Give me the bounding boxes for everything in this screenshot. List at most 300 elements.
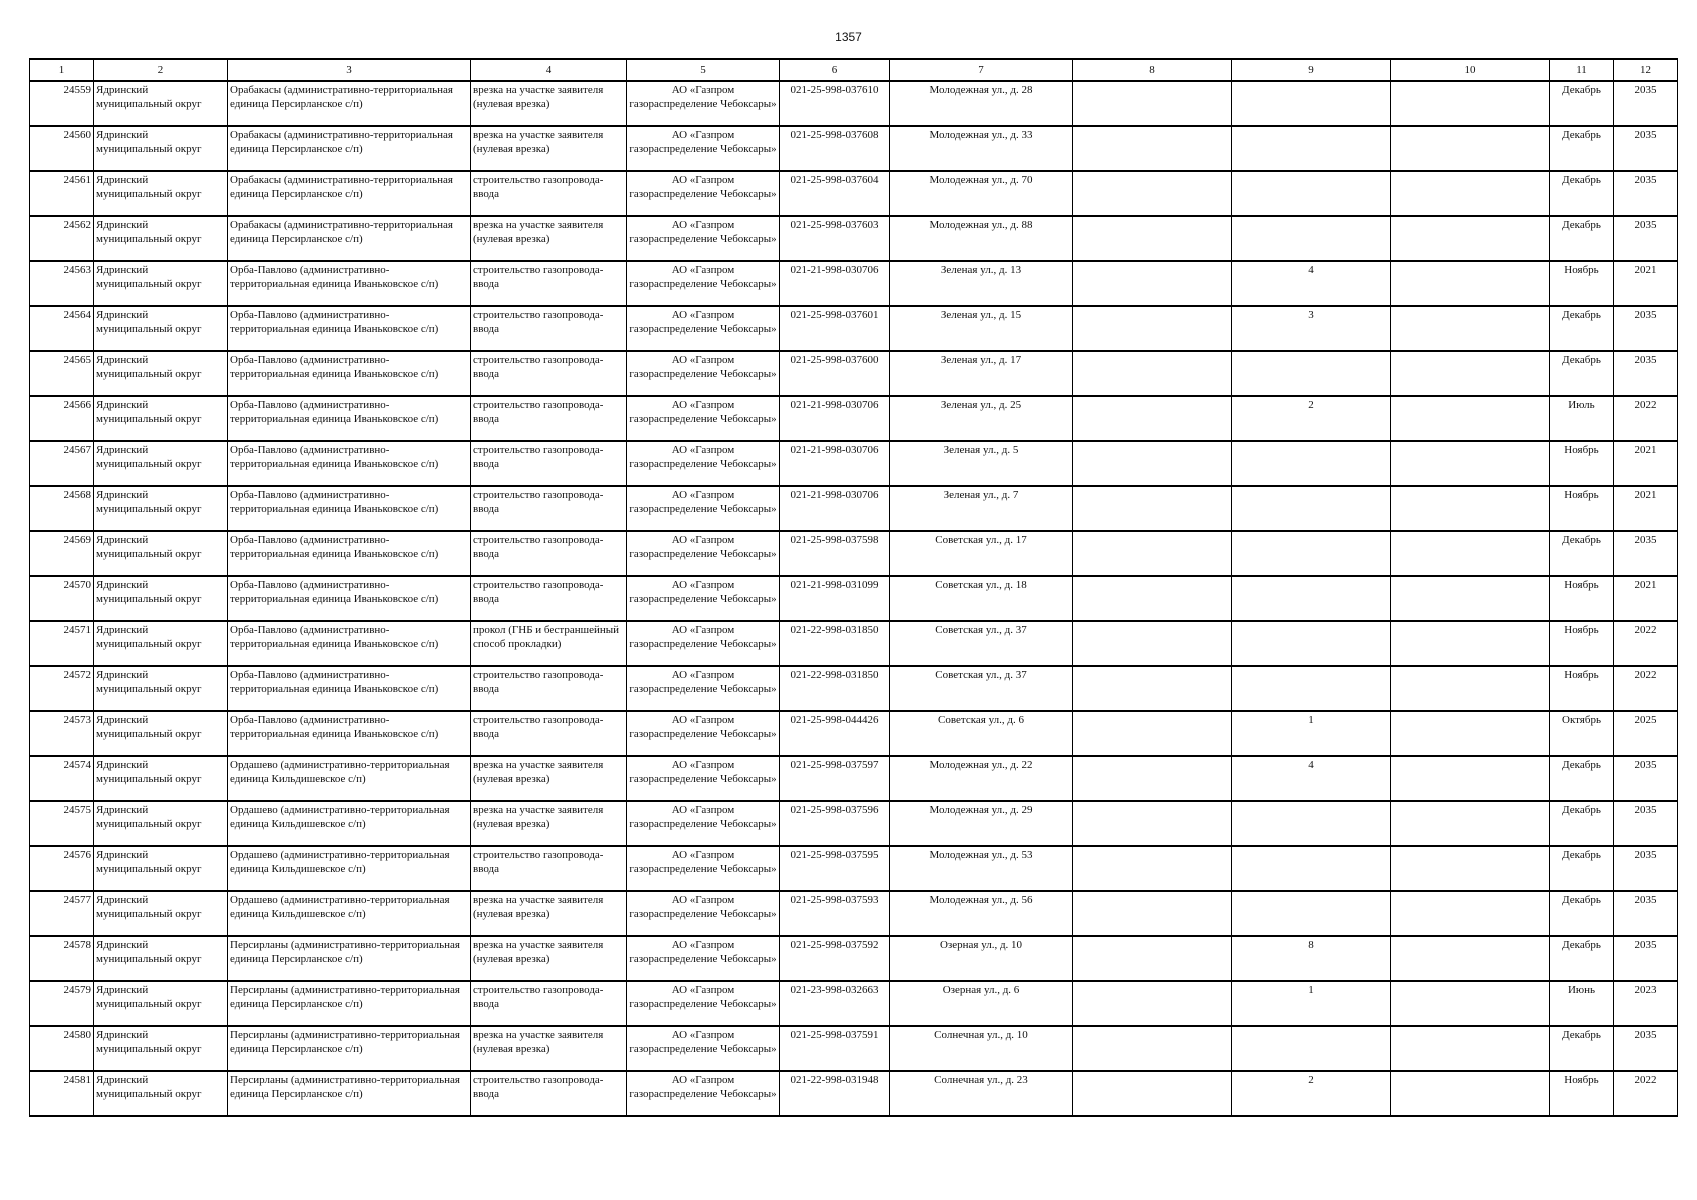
- cell-text: Персирланы (административно-территориальная единица Персирланское с/п): [230, 1029, 460, 1055]
- cell-col-8: [1073, 531, 1232, 576]
- cell-col-8: [1073, 756, 1232, 801]
- cell-district: [94, 441, 228, 486]
- cell-text: 24566: [63, 399, 91, 411]
- cell-text: 24561: [63, 174, 91, 186]
- cell-year: [1614, 621, 1678, 666]
- cell-district: [94, 1026, 228, 1071]
- cell-text: АО «Газпром газораспределение Чебоксары»: [629, 399, 777, 425]
- cell-row-number: [30, 1026, 94, 1071]
- cell-address: [890, 531, 1073, 576]
- cell-application-id: [780, 396, 890, 441]
- cell-address: [890, 576, 1073, 621]
- cell-month: [1550, 486, 1614, 531]
- cell-text: строительство газопровода-ввода: [473, 534, 604, 560]
- cell-district: [94, 306, 228, 351]
- cell-text: Орба-Павлово (административно-территориальная единица Иваньковское с/п): [230, 669, 439, 695]
- cell-text: Персирланы (административно-территориальная единица Персирланское с/п): [230, 984, 460, 1010]
- cell-text: врезка на участке заявителя (нулевая врезка): [473, 759, 604, 785]
- cell-address: [890, 756, 1073, 801]
- cell-organization: [627, 1071, 780, 1116]
- cell-col-10: [1391, 756, 1550, 801]
- cell-text: 2021: [1634, 489, 1657, 501]
- table-body: [30, 81, 1678, 1116]
- cell-col-8: [1073, 306, 1232, 351]
- cell-text: Ядринский муниципальный округ: [96, 444, 202, 470]
- cell-text: 2035: [1634, 84, 1657, 96]
- cell-organization: [627, 621, 780, 666]
- column-header-9: 9: [1232, 59, 1391, 81]
- cell-text: 24578: [63, 939, 91, 951]
- cell-text: Декабрь: [1562, 804, 1601, 816]
- cell-row-number: [30, 1071, 94, 1116]
- cell-address: [890, 171, 1073, 216]
- cell-month: [1550, 711, 1614, 756]
- cell-text: Орба-Павлово (административно-территориальная единица Иваньковское с/п): [230, 714, 439, 740]
- cell-settlement: [228, 126, 471, 171]
- cell-application-id: [780, 306, 890, 351]
- cell-year: [1614, 216, 1678, 261]
- cell-text: Ядринский муниципальный округ: [96, 624, 202, 650]
- cell-district: [94, 261, 228, 306]
- cell-row-number: [30, 81, 94, 126]
- cell-application-id: [780, 936, 890, 981]
- cell-text: 1: [1308, 984, 1314, 996]
- cell-text: 2035: [1634, 129, 1657, 141]
- cell-application-id: [780, 351, 890, 396]
- cell-text: Орба-Павлово (административно-территориальная единица Иваньковское с/п): [230, 444, 439, 470]
- cell-text: Орба-Павлово (административно-территориальная единица Иваньковское с/п): [230, 399, 439, 425]
- cell-row-number: [30, 261, 94, 306]
- cell-row-number: [30, 171, 94, 216]
- cell-settlement: [228, 531, 471, 576]
- cell-text: Июнь: [1567, 984, 1596, 996]
- cell-text: Молодежная ул., д. 88: [929, 219, 1033, 231]
- cell-col-9: [1232, 711, 1391, 756]
- cell-text: Орба-Павлово (административно-территориальная единица Иваньковское с/п): [230, 489, 439, 515]
- cell-row-number: [30, 126, 94, 171]
- cell-text: АО «Газпром газораспределение Чебоксары»: [629, 624, 777, 650]
- cell-row-number: [30, 666, 94, 711]
- cell-text: Зеленая ул., д. 25: [940, 399, 1022, 411]
- cell-text: 021-21-998-030706: [790, 264, 879, 276]
- cell-text: Озерная ул., д. 10: [939, 939, 1023, 951]
- cell-text: 021-25-998-037596: [790, 804, 879, 816]
- cell-col-10: [1391, 846, 1550, 891]
- cell-text: 24579: [63, 984, 91, 996]
- cell-col-8: [1073, 126, 1232, 171]
- cell-text: АО «Газпром газораспределение Чебоксары»: [629, 444, 777, 470]
- cell-organization: [627, 1026, 780, 1071]
- cell-organization: [627, 351, 780, 396]
- cell-col-8: [1073, 216, 1232, 261]
- cell-application-id: [780, 261, 890, 306]
- cell-district: [94, 801, 228, 846]
- cell-year: [1614, 801, 1678, 846]
- cell-text: 021-25-998-037595: [790, 849, 879, 861]
- cell-text: Июль: [1568, 399, 1595, 411]
- cell-settlement: [228, 936, 471, 981]
- cell-text: 021-25-998-037592: [790, 939, 879, 951]
- cell-text: Солнечная ул., д. 10: [934, 1029, 1028, 1041]
- cell-application-id: [780, 171, 890, 216]
- cell-organization: [627, 576, 780, 621]
- cell-row-number: [30, 306, 94, 351]
- cell-settlement: [228, 576, 471, 621]
- cell-organization: [627, 846, 780, 891]
- column-header-2: 2: [94, 59, 228, 81]
- cell-text: Зеленая ул., д. 13: [940, 264, 1022, 276]
- table-row: [30, 261, 1678, 306]
- table-row: [30, 81, 1678, 126]
- cell-row-number: [30, 396, 94, 441]
- cell-text: 2035: [1634, 759, 1657, 771]
- cell-organization: [627, 981, 780, 1026]
- cell-district: [94, 531, 228, 576]
- cell-settlement: [228, 891, 471, 936]
- cell-district: [94, 126, 228, 171]
- cell-row-number: [30, 891, 94, 936]
- cell-text: 021-25-998-037603: [790, 219, 879, 231]
- table-row: [30, 711, 1678, 756]
- cell-work-type: [471, 666, 627, 711]
- cell-organization: [627, 126, 780, 171]
- column-header-7: 7: [890, 59, 1073, 81]
- cell-settlement: [228, 801, 471, 846]
- cell-text: 021-25-998-037601: [790, 309, 879, 321]
- register-table: [29, 58, 1678, 1117]
- cell-col-9: [1232, 1026, 1391, 1071]
- cell-col-9: [1232, 531, 1391, 576]
- cell-text: 24571: [63, 624, 91, 636]
- cell-text: врезка на участке заявителя (нулевая врезка): [473, 219, 604, 245]
- cell-month: [1550, 891, 1614, 936]
- cell-text: врезка на участке заявителя (нулевая врезка): [473, 129, 604, 155]
- cell-col-9: [1232, 171, 1391, 216]
- cell-text: строительство газопровода-ввода: [473, 714, 604, 740]
- cell-month: [1550, 171, 1614, 216]
- cell-text: Ядринский муниципальный округ: [96, 1029, 202, 1055]
- cell-settlement: [228, 306, 471, 351]
- cell-address: [890, 1071, 1073, 1116]
- cell-organization: [627, 396, 780, 441]
- cell-text: Советская ул., д. 18: [935, 579, 1027, 591]
- cell-text: Ядринский муниципальный округ: [96, 174, 202, 200]
- column-header-12: 12: [1614, 59, 1678, 81]
- cell-text: АО «Газпром газораспределение Чебоксары»: [629, 534, 777, 560]
- cell-month: [1550, 306, 1614, 351]
- table-row: [30, 351, 1678, 396]
- cell-text: 021-25-998-037597: [790, 759, 879, 771]
- cell-col-8: [1073, 351, 1232, 396]
- cell-organization: [627, 801, 780, 846]
- cell-text: Ядринский муниципальный округ: [96, 219, 202, 245]
- cell-application-id: [780, 891, 890, 936]
- table-row: [30, 216, 1678, 261]
- cell-text: Молодежная ул., д. 53: [929, 849, 1033, 861]
- cell-year: [1614, 351, 1678, 396]
- cell-col-10: [1391, 306, 1550, 351]
- cell-month: [1550, 576, 1614, 621]
- cell-text: 24567: [63, 444, 91, 456]
- cell-month: [1550, 846, 1614, 891]
- cell-work-type: [471, 306, 627, 351]
- cell-text: строительство газопровода-ввода: [473, 579, 604, 605]
- cell-col-9: [1232, 306, 1391, 351]
- cell-text: Ядринский муниципальный округ: [96, 399, 202, 425]
- cell-district: [94, 711, 228, 756]
- cell-district: [94, 171, 228, 216]
- cell-row-number: [30, 216, 94, 261]
- cell-text: Ядринский муниципальный округ: [96, 489, 202, 515]
- cell-year: [1614, 531, 1678, 576]
- cell-col-9: [1232, 801, 1391, 846]
- cell-text: строительство газопровода-ввода: [473, 1074, 604, 1100]
- cell-text: 2: [1308, 399, 1314, 411]
- table-row: [30, 936, 1678, 981]
- cell-text: Ядринский муниципальный округ: [96, 894, 202, 920]
- cell-text: Ядринский муниципальный округ: [96, 804, 202, 830]
- cell-text: 2035: [1634, 354, 1657, 366]
- cell-address: [890, 801, 1073, 846]
- cell-month: [1550, 621, 1614, 666]
- cell-address: [890, 441, 1073, 486]
- cell-month: [1550, 126, 1614, 171]
- cell-text: АО «Газпром газораспределение Чебоксары»: [629, 264, 777, 290]
- cell-address: [890, 81, 1073, 126]
- cell-work-type: [471, 891, 627, 936]
- cell-col-10: [1391, 531, 1550, 576]
- cell-text: АО «Газпром газораспределение Чебоксары»: [629, 894, 777, 920]
- cell-text: Ядринский муниципальный округ: [96, 669, 202, 695]
- cell-settlement: [228, 711, 471, 756]
- cell-text: Декабрь: [1562, 174, 1601, 186]
- column-header-6: 6: [780, 59, 890, 81]
- table-row: [30, 306, 1678, 351]
- cell-settlement: [228, 846, 471, 891]
- cell-col-10: [1391, 1071, 1550, 1116]
- cell-text: 2035: [1634, 309, 1657, 321]
- column-header-5: 5: [627, 59, 780, 81]
- cell-application-id: [780, 441, 890, 486]
- cell-month: [1550, 351, 1614, 396]
- cell-text: Зеленая ул., д. 5: [943, 444, 1019, 456]
- cell-text: 2022: [1634, 669, 1657, 681]
- cell-text: АО «Газпром газораспределение Чебоксары»: [629, 1029, 777, 1055]
- cell-text: Ноябрь: [1564, 579, 1599, 591]
- cell-text: Декабрь: [1562, 354, 1601, 366]
- cell-text: 021-25-998-037610: [790, 84, 879, 96]
- cell-text: Молодежная ул., д. 33: [929, 129, 1033, 141]
- cell-text: Зеленая ул., д. 15: [940, 309, 1022, 321]
- cell-text: 2021: [1634, 444, 1657, 456]
- cell-text: Ноябрь: [1564, 444, 1599, 456]
- cell-year: [1614, 846, 1678, 891]
- table-row: [30, 396, 1678, 441]
- cell-col-10: [1391, 441, 1550, 486]
- cell-text: Ордашево (административно-территориальная единица Кильдишевское с/п): [230, 804, 450, 830]
- cell-settlement: [228, 351, 471, 396]
- cell-work-type: [471, 126, 627, 171]
- cell-application-id: [780, 486, 890, 531]
- cell-work-type: [471, 216, 627, 261]
- cell-text: Декабрь: [1562, 939, 1601, 951]
- cell-district: [94, 216, 228, 261]
- cell-text: Молодежная ул., д. 70: [929, 174, 1033, 186]
- cell-work-type: [471, 486, 627, 531]
- cell-text: АО «Газпром газораспределение Чебоксары»: [629, 489, 777, 515]
- cell-address: [890, 981, 1073, 1026]
- cell-organization: [627, 171, 780, 216]
- table-header-row: [30, 59, 1678, 81]
- cell-text: 24569: [63, 534, 91, 546]
- cell-col-8: [1073, 486, 1232, 531]
- cell-text: строительство газопровода-ввода: [473, 489, 604, 515]
- cell-organization: [627, 486, 780, 531]
- cell-col-10: [1391, 936, 1550, 981]
- cell-application-id: [780, 981, 890, 1026]
- cell-month: [1550, 1026, 1614, 1071]
- cell-text: 4: [1308, 264, 1314, 276]
- cell-text: Орабакасы (административно-территориальная единица Персирланское с/п): [230, 84, 453, 110]
- cell-text: Декабрь: [1562, 84, 1601, 96]
- cell-text: 24574: [63, 759, 91, 771]
- cell-col-8: [1073, 801, 1232, 846]
- cell-text: 24559: [63, 84, 91, 96]
- table-row: [30, 576, 1678, 621]
- cell-work-type: [471, 576, 627, 621]
- cell-text: 24565: [63, 354, 91, 366]
- cell-col-9: [1232, 981, 1391, 1026]
- cell-text: 24575: [63, 804, 91, 816]
- cell-year: [1614, 936, 1678, 981]
- cell-text: 021-25-998-037608: [790, 129, 879, 141]
- cell-row-number: [30, 351, 94, 396]
- cell-text: АО «Газпром газораспределение Чебоксары»: [629, 174, 777, 200]
- cell-text: Декабрь: [1562, 129, 1601, 141]
- cell-text: 2035: [1634, 534, 1657, 546]
- cell-text: Зеленая ул., д. 7: [943, 489, 1019, 501]
- cell-text: Ордашево (административно-территориальная единица Кильдишевское с/п): [230, 759, 450, 785]
- cell-text: Молодежная ул., д. 56: [929, 894, 1033, 906]
- cell-row-number: [30, 756, 94, 801]
- cell-text: Ноябрь: [1564, 669, 1599, 681]
- cell-application-id: [780, 81, 890, 126]
- cell-text: 3: [1308, 309, 1314, 321]
- column-header-10: 10: [1391, 59, 1550, 81]
- cell-month: [1550, 756, 1614, 801]
- page-number: 1357: [835, 30, 862, 44]
- cell-text: 021-21-998-030706: [790, 399, 879, 411]
- cell-text: АО «Газпром газораспределение Чебоксары»: [629, 84, 777, 110]
- cell-text: Советская ул., д. 37: [935, 669, 1027, 681]
- cell-text: Ядринский муниципальный округ: [96, 579, 202, 605]
- cell-year: [1614, 891, 1678, 936]
- cell-text: 021-25-998-037593: [790, 894, 879, 906]
- cell-text: 24581: [63, 1074, 91, 1086]
- cell-application-id: [780, 1026, 890, 1071]
- cell-text: Ядринский муниципальный округ: [96, 1074, 202, 1100]
- cell-text: Ядринский муниципальный округ: [96, 714, 202, 740]
- cell-year: [1614, 306, 1678, 351]
- cell-district: [94, 396, 228, 441]
- cell-text: Ядринский муниципальный округ: [96, 984, 202, 1010]
- cell-col-9: [1232, 216, 1391, 261]
- cell-col-9: [1232, 261, 1391, 306]
- cell-text: строительство газопровода-ввода: [473, 264, 604, 290]
- cell-col-10: [1391, 711, 1550, 756]
- cell-col-9: [1232, 126, 1391, 171]
- cell-text: врезка на участке заявителя (нулевая врезка): [473, 804, 604, 830]
- cell-text: АО «Газпром газораспределение Чебоксары»: [629, 219, 777, 245]
- cell-text: Декабрь: [1562, 534, 1601, 546]
- cell-settlement: [228, 396, 471, 441]
- cell-text: строительство газопровода-ввода: [473, 444, 604, 470]
- cell-col-8: [1073, 396, 1232, 441]
- cell-text: врезка на участке заявителя (нулевая врезка): [473, 1029, 604, 1055]
- cell-col-10: [1391, 576, 1550, 621]
- cell-text: Советская ул., д. 6: [938, 714, 1024, 726]
- cell-text: прокол (ГНБ и бестраншейный способ прокладки): [473, 624, 620, 650]
- cell-district: [94, 486, 228, 531]
- table-row: [30, 846, 1678, 891]
- cell-text: Озерная ул., д. 6: [942, 984, 1020, 996]
- cell-month: [1550, 81, 1614, 126]
- cell-text: Ордашево (административно-территориальная единица Кильдишевское с/п): [230, 894, 450, 920]
- cell-col-8: [1073, 441, 1232, 486]
- cell-col-10: [1391, 261, 1550, 306]
- cell-address: [890, 126, 1073, 171]
- cell-col-10: [1391, 666, 1550, 711]
- cell-text: 2035: [1634, 849, 1657, 861]
- table-row: [30, 171, 1678, 216]
- cell-work-type: [471, 171, 627, 216]
- table-row: [30, 1026, 1678, 1071]
- cell-text: 24568: [63, 489, 91, 501]
- cell-row-number: [30, 936, 94, 981]
- cell-text: Ядринский муниципальный округ: [96, 264, 202, 290]
- cell-text: Ордашево (административно-территориальная единица Кильдишевское с/п): [230, 849, 450, 875]
- cell-month: [1550, 666, 1614, 711]
- cell-col-8: [1073, 1071, 1232, 1116]
- cell-text: строительство газопровода-ввода: [473, 984, 604, 1010]
- cell-col-9: [1232, 891, 1391, 936]
- cell-text: 2023: [1634, 984, 1657, 996]
- cell-text: 021-21-998-030706: [790, 489, 879, 501]
- cell-application-id: [780, 576, 890, 621]
- cell-district: [94, 756, 228, 801]
- cell-row-number: [30, 621, 94, 666]
- cell-settlement: [228, 261, 471, 306]
- table-row: [30, 486, 1678, 531]
- cell-text: Орба-Павлово (административно-территориальная единица Иваньковское с/п): [230, 534, 439, 560]
- cell-text: 24577: [63, 894, 91, 906]
- cell-month: [1550, 936, 1614, 981]
- cell-row-number: [30, 846, 94, 891]
- cell-month: [1550, 441, 1614, 486]
- cell-text: АО «Газпром газораспределение Чебоксары»: [629, 714, 777, 740]
- column-header-4: 4: [471, 59, 627, 81]
- cell-col-8: [1073, 261, 1232, 306]
- cell-organization: [627, 891, 780, 936]
- cell-organization: [627, 216, 780, 261]
- cell-col-8: [1073, 711, 1232, 756]
- cell-district: [94, 891, 228, 936]
- cell-text: Советская ул., д. 37: [935, 624, 1027, 636]
- cell-col-10: [1391, 351, 1550, 396]
- cell-text: Ядринский муниципальный округ: [96, 309, 202, 335]
- cell-text: 021-25-998-037591: [790, 1029, 879, 1041]
- cell-address: [890, 486, 1073, 531]
